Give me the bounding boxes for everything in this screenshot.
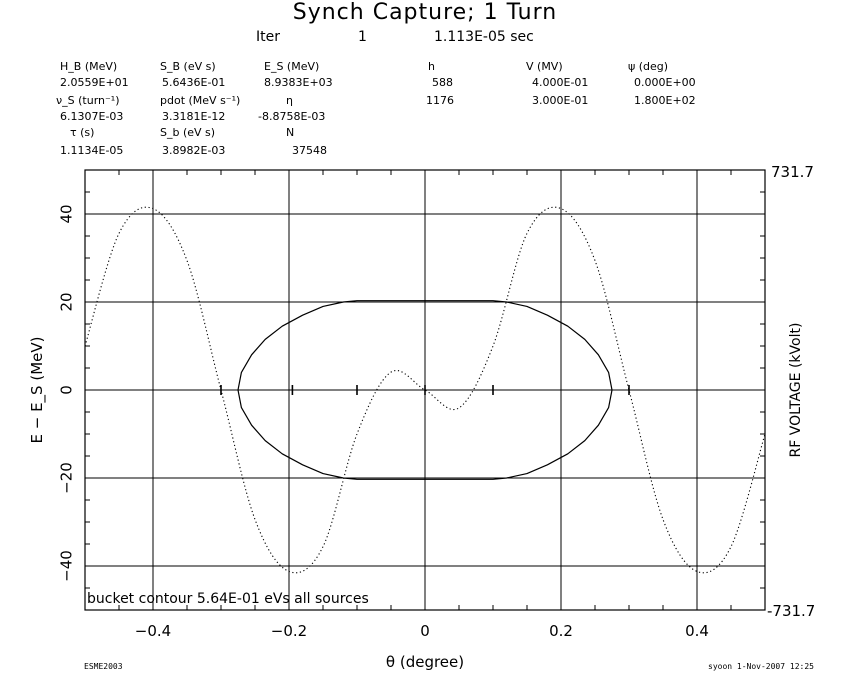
rf-header-v: V (MV) (526, 60, 563, 73)
x-tick-label: 0 (420, 622, 430, 640)
y2-axis-label: RF VOLTAGE (kVolt) (788, 322, 804, 458)
iter-time: 1.113E-05 sec (434, 29, 534, 45)
param-value-eta: -8.8758E-03 (258, 110, 326, 123)
x-tick-label: 0.4 (685, 622, 709, 640)
rf-row2-h: 1176 (426, 94, 454, 107)
param-label-sb: S_B (eV s) (160, 60, 216, 73)
rf-header-psi: ψ (deg) (628, 60, 669, 73)
param-value-hb: 2.0559E+01 (60, 76, 129, 89)
y2-bottom-label: -731.7 (767, 602, 816, 620)
param-label-es: E_S (MeV) (264, 60, 320, 73)
x-tick-label: 0.2 (549, 622, 573, 640)
x-tick-label: −0.2 (270, 622, 308, 640)
rf-row1-v: 4.000E-01 (532, 76, 589, 89)
param-label-n: N (286, 126, 295, 139)
rf-row2-psi: 1.800E+02 (634, 94, 696, 107)
footer-left: ESME2003 (84, 662, 123, 671)
y-tick-label: −40 (57, 550, 76, 582)
param-label-eta: η (286, 94, 293, 107)
rf-header-h: h (428, 60, 435, 73)
param-label-hb: H_B (MeV) (60, 60, 118, 73)
rf-row1-psi: 0.000E+00 (634, 76, 696, 89)
param-value-tau: 1.1134E-05 (60, 144, 124, 157)
param-value-sb: 5.6436E-01 (162, 76, 226, 89)
bucket-annotation: bucket contour 5.64E-01 eVs all sources (87, 591, 369, 607)
iter-label: Iter (256, 29, 280, 45)
y2-top-label: 731.7 (771, 163, 814, 181)
rf-row1-h: 588 (432, 76, 453, 89)
param-value-nus: 6.1307E-03 (60, 110, 124, 123)
y-tick-label: −20 (57, 462, 76, 494)
param-label-tau: τ (s) (70, 126, 95, 139)
param-label-sbb: S_b (eV s) (160, 126, 216, 139)
x-axis-label: θ (degree) (385, 653, 465, 671)
x-tick-label: −0.4 (134, 622, 172, 640)
rf-row2-v: 3.000E-01 (532, 94, 589, 107)
footer-right: syoon 1-Nov-2007 12:25 (708, 662, 814, 671)
param-value-es: 8.9383E+03 (264, 76, 333, 89)
y-tick-label: 0 (57, 385, 76, 395)
tick-label-group (58, 204, 709, 640)
chart-title: Synch Capture; 1 Turn (292, 0, 558, 25)
param-value-n: 37548 (292, 144, 327, 157)
iter-value: 1 (358, 29, 367, 45)
y-tick-label: 20 (57, 292, 76, 312)
param-label-pdot: pdot (MeV s⁻¹) (160, 94, 241, 107)
param-value-sbb: 3.8982E-03 (162, 144, 226, 157)
y-axis-label: E − E_S (MeV) (28, 336, 46, 444)
param-label-nus: ν_S (turn⁻¹) (56, 94, 120, 107)
param-value-pdot: 3.3181E-12 (162, 110, 226, 123)
y-tick-label: 40 (57, 204, 76, 224)
